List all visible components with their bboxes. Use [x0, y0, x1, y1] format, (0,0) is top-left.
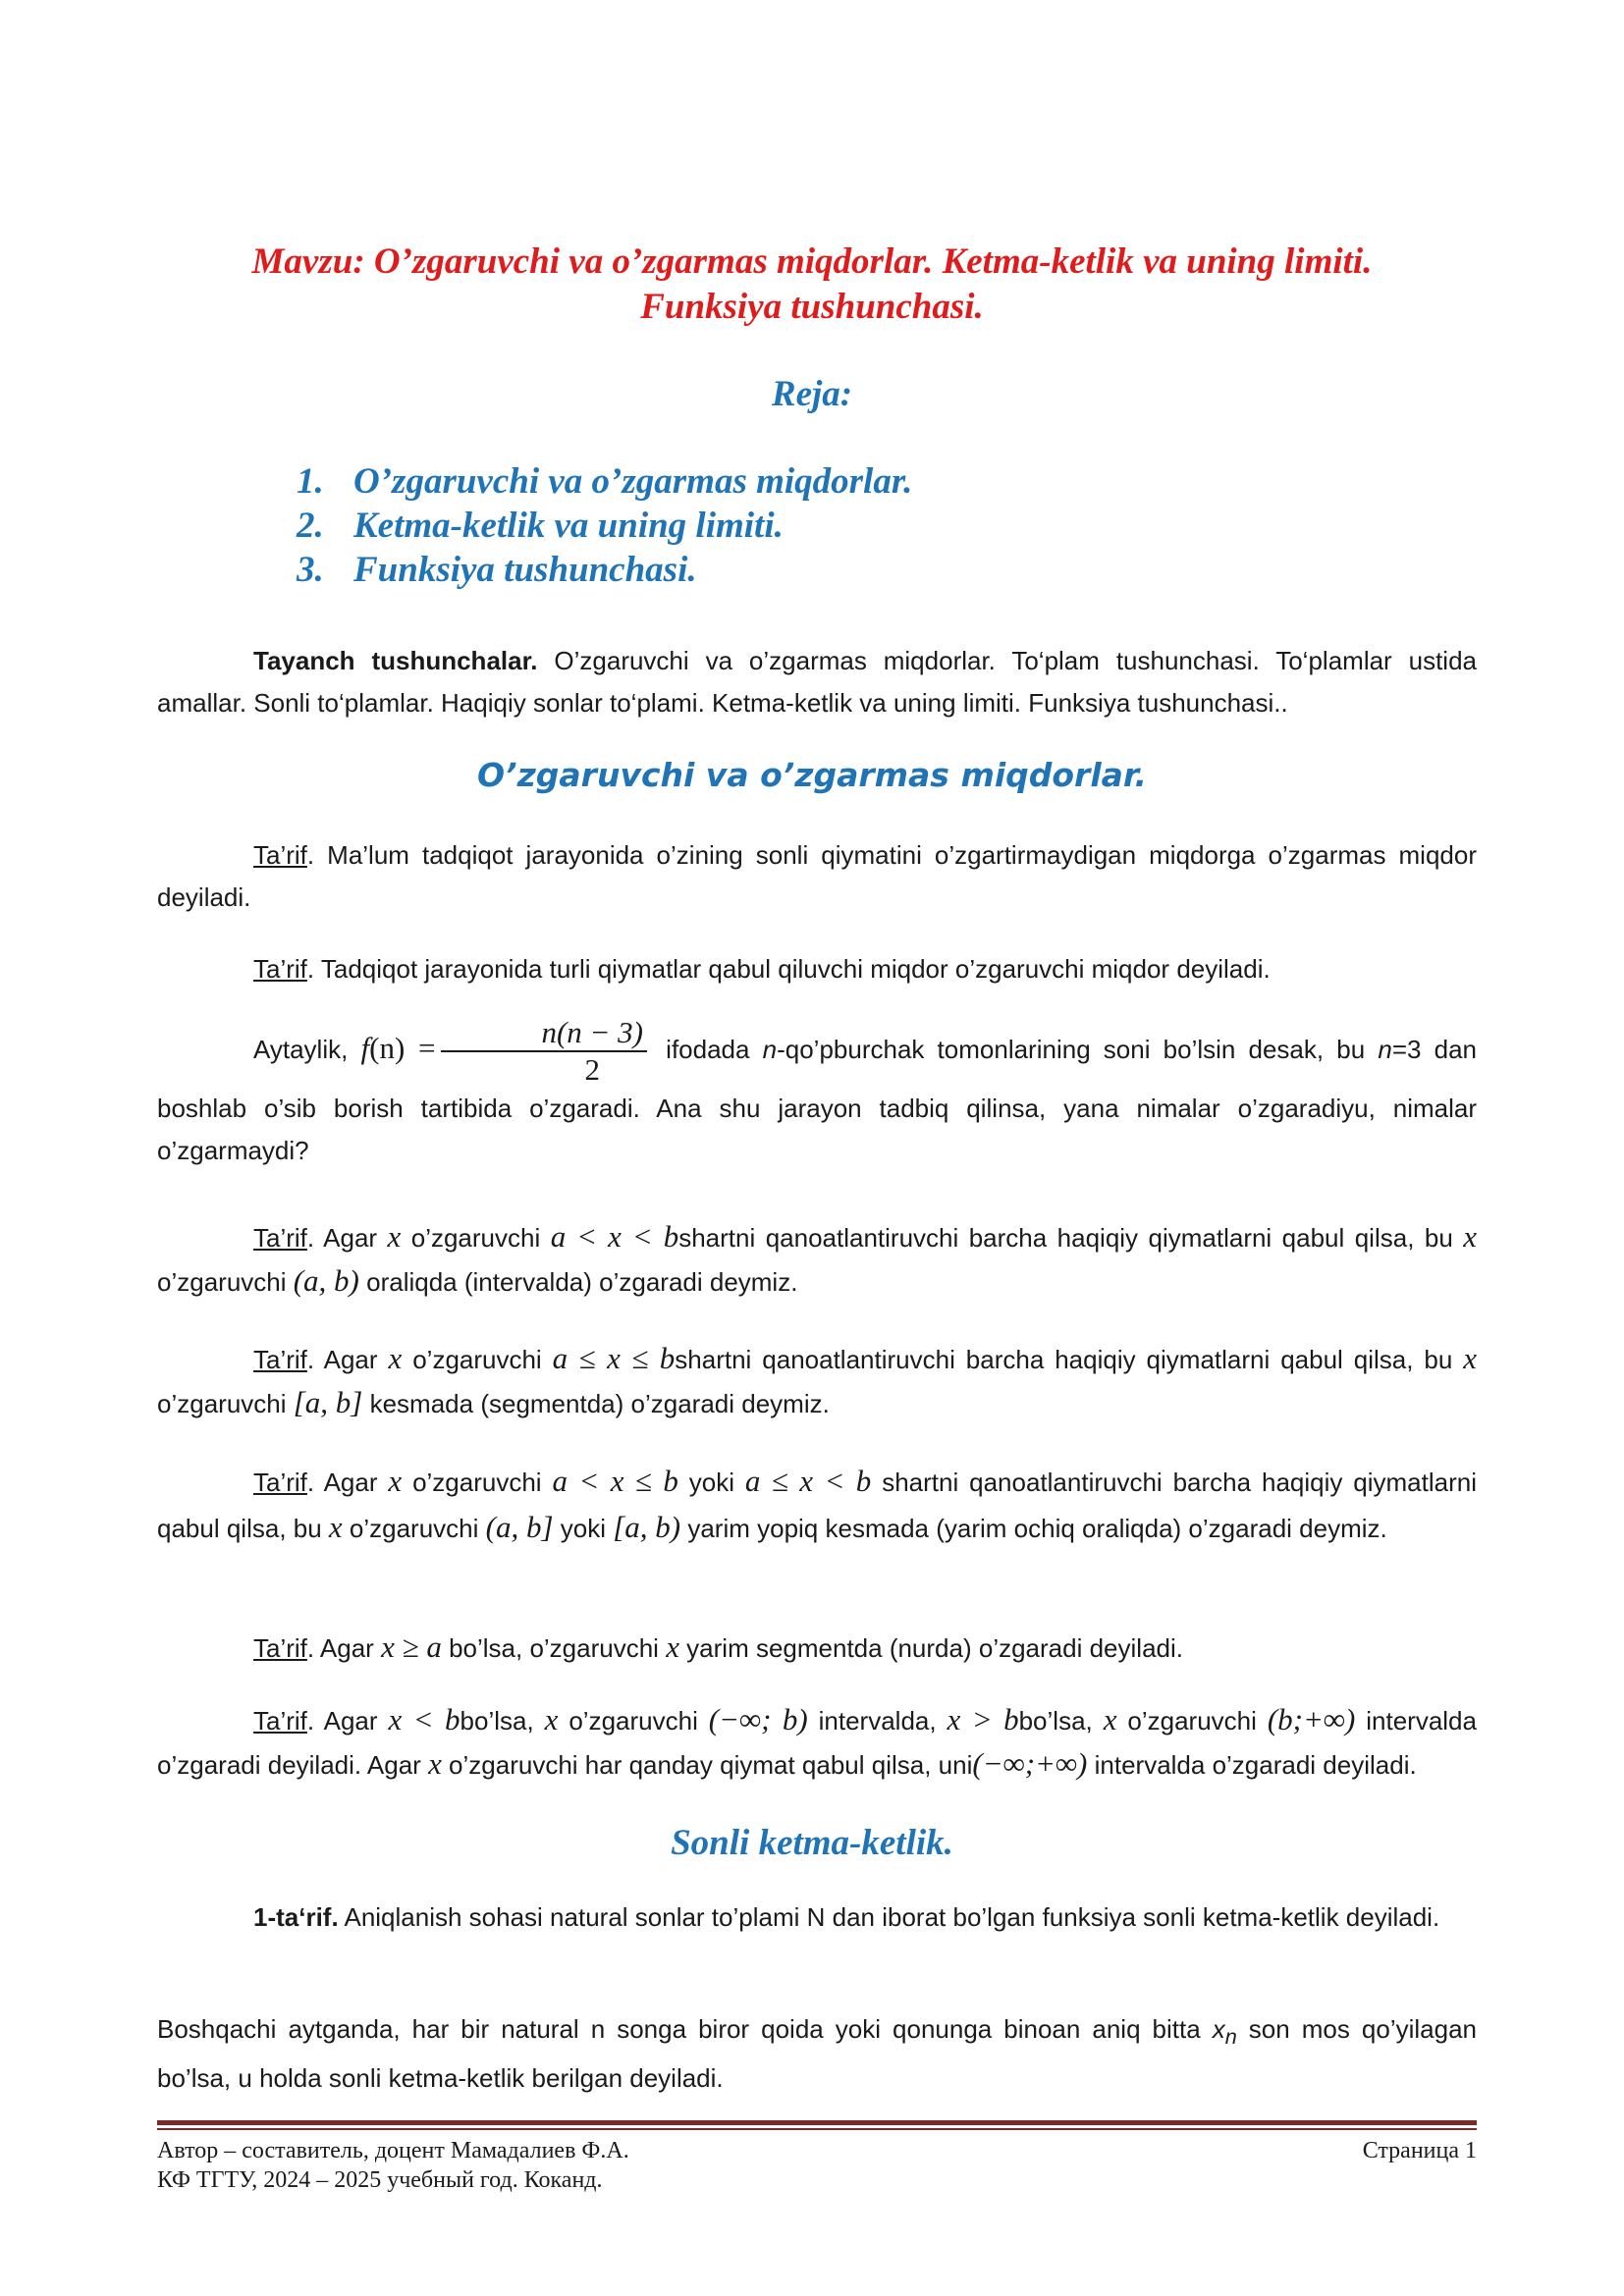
- footer-divider-thin: [157, 2128, 1477, 2130]
- definition-half-open: Ta’rif. Agar x o’zgaruvchi a < x ≤ b yoki a ≤ x < b shartni qanoatlantiruvchi barcha haqiqiy qiymatlarni qabul qilsa, bu x o’zgaruvchi (a, b] yoki [a, b) yarim yopiq kesmada (yarim ochiq oraliqda) o’zgaradi deymiz.: [157, 1464, 1477, 1544]
- title-line-2: Funksiya tushunchasi.: [640, 287, 984, 327]
- definition-open-interval: Ta’rif. Agar x o’zgaruvchi a < x < bshartni qanoatlantiruvchi barcha haqiqiy qiymatlarni qabul qilsa, bu x o’zgaruvchi (a, b) oraliqda (intervalda) o’zgaradi deymiz.: [157, 1219, 1477, 1298]
- footer-divider: [157, 2120, 1477, 2125]
- definition-variable: Ta’rif. Tadqiqot jarayonida turli qiymatlar qabul qiluvchi miqdor o’zgaruvchi miqdor deyiladi.: [253, 954, 1271, 984]
- page-number: Страница 1: [1362, 2138, 1477, 2163]
- definition-segment: Ta’rif. Agar x o’zgaruvchi a ≤ x ≤ bshartni qanoatlantiruvchi barcha haqiqiy qiymatlarni qabul qilsa, bu x o’zgaruvchi [a, b] kesmada (segmentda) o’zgaradi deymiz.: [157, 1341, 1477, 1419]
- sequence-explanation: Boshqachi aytganda, har bir natural n songa biror qoida yoki qonunga binoan aniq bitta $x_n$ son mos qo’yilagan bo’lsa, u holda sonli ketma-ketlik berilgan deyiladi.: [157, 2014, 1477, 2094]
- definition-infinite-intervals: Ta’rif. Agar x < bbo’lsa, x o’zgaruvchi (−∞; b) intervalda, x > bbo’lsa, x o’zgaruvchi (b;+∞) intervalda o’zgaradi deyiladi. Agar x o’zgaruvchi har qanday qiymat qabul qilsa, uni(−∞;+∞) intervalda o’zgaradi deyiladi.: [157, 1702, 1477, 1781]
- definition-ray: Ta’rif. Agar x ≥ a bo’lsa, o’zgaruvchi x yarim segmentda (nurda) o’zgaradi deyiladi.: [253, 1629, 1183, 1664]
- footer-author: Автор – составитель, доцент Мамадалиев Ф.А.: [157, 2138, 629, 2163]
- plan-heading: Reja:: [771, 374, 853, 414]
- formula-fraction: $\frac{n(n - 3)}{2}$: [441, 1015, 647, 1088]
- keywords-label: Tayanch tushunchalar.: [253, 646, 538, 675]
- definition-constant: Ta’rif. Ma’lum tadqiqot jarayonida o’zining sonli qiymatini o’zgartirmaydigan miqdorga o’zgarmas miqdor deyiladi.: [157, 840, 1477, 912]
- footer-institute: КФ ТГТУ, 2024 – 2025 учебный год. Коканд.: [157, 2167, 603, 2193]
- keywords-paragraph: Tayanch tushunchalar. O’zgaruvchi va o’zgarmas miqdorlar. To‘plam tushunchasi. To‘plamlar ustida amallar. Sonli to‘plamlar. Haqiqiy sonlar to‘plami. Ketma-ketlik va uning limiti. Funksiya tushunchasi..: [157, 646, 1477, 718]
- page-title: [157, 240, 1467, 330]
- section-heading-variables: O’zgaruvchi va o’zgarmas miqdorlar.: [476, 756, 1148, 794]
- plan-item: 2. Ketma-ketlik va uning limiti.: [297, 506, 784, 546]
- footer: [157, 2136, 1477, 2195]
- definition-sequence: 1-ta‘rif. Aniqlanish sohasi natural sonlar to’plami N dan iborat bo’lgan funksiya sonli ketma-ketlik deyiladi.: [253, 1902, 1440, 1932]
- plan-list: [297, 459, 912, 592]
- plan-item: 1. O’zgaruvchi va o’zgarmas miqdorlar.: [297, 461, 913, 502]
- title-line-1: Mavzu: O’zgaruvchi va o’zgarmas miqdorlar. Ketma-ketlik va uning limiti.: [251, 241, 1373, 282]
- example-paragraph: Aytaylik, f(n) = $\frac{n(n - 3)}{2}$ ifodada n-qo’pburchak tomonlarining soni bo’lsin desak, bu n=3 dan boshlab o’sib borish tartibida o’zgaradi. Ana shu jarayon tadbiq qilinsa, yana nimalar o’zgaradiyu, nimalar o’zgarmaydi?: [157, 1015, 1478, 1165]
- section-heading-sequence: Sonli ketma-ketlik.: [671, 1823, 953, 1863]
- plan-item: 3. Funksiya tushunchasi.: [297, 550, 697, 590]
